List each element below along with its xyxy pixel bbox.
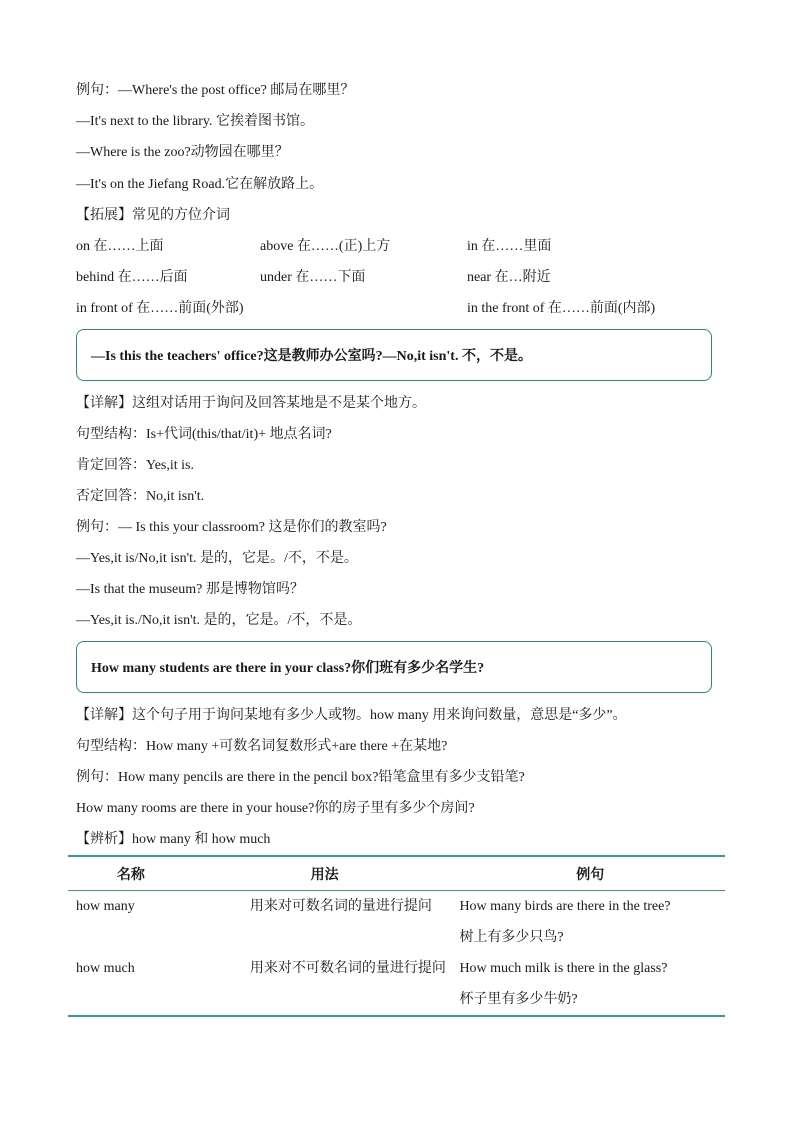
preposition-item: near 在…附近 [467,270,551,285]
preposition-item: in front of 在……前面(外部) [76,301,244,316]
row-example-zh: 杯子里有多少牛奶? [459,992,578,1007]
example-line: —Yes,it is./No,it isn't. 是的，它是。/不，不是。 [76,613,362,628]
key-sentence: How many students are there in your class?你们班有多少名学生? [91,661,485,676]
key-sentence: —Is this the teachers' office?这是教师办公室吗?—No,it isn't. 不，不是。 [91,349,532,364]
row-usage: 用来对不可数名词的量进行提问 [249,961,446,976]
explanation-line: 【详解】这组对话用于询问及回答某地是不是某个地方。 [76,396,426,411]
negative-line: 否定回答：No,it isn't. [76,489,205,504]
extension-heading: 【拓展】常见的方位介词 [76,208,230,223]
preposition-item: in the front of 在……前面(内部) [467,301,656,316]
header-usage: 用法 [310,867,339,883]
example-line: —It's on the Jiefang Road.它在解放路上。 [76,177,324,192]
table-header-row [68,856,725,891]
row-example-en: How much milk is there in the glass? [459,961,668,976]
affirmative-line: 肯定回答：Yes,it is. [76,458,194,473]
table-row [68,953,725,1016]
example-line: —It's next to the library. 它挨着图书馆。 [76,114,315,129]
row-example-zh: 树上有多少只鸟? [459,930,564,945]
example-line: 例句：— Is this your classroom? 这是你们的教室吗? [76,520,387,535]
example-line: —Yes,it is/No,it isn't. 是的，它是。/不，不是。 [76,551,358,566]
header-name: 名称 [116,867,145,883]
example-line: 例句：How many pencils are there in the pencil box?铅笔盒里有多少支铅笔? [76,770,525,785]
structure-line: 句型结构：How many +可数名词复数形式+are there +在某地? [76,739,448,754]
row-usage: 用来对可数名词的量进行提问 [249,899,432,914]
comparison-table [68,855,725,1017]
preposition-item: above 在……(正)上方 [260,239,391,254]
header-example: 例句 [576,867,605,883]
comparison-heading: 【辨析】how many 和 how much [76,832,271,847]
example-line: —Where is the zoo?动物园在哪里？ [76,145,289,160]
key-sentence-box [76,329,712,381]
example-line: —Is that the museum? 那是博物馆吗？ [76,582,304,597]
preposition-item: behind 在……后面 [76,270,188,285]
structure-line: 句型结构：Is+代词(this/that/it)+ 地点名词? [76,427,332,442]
row-name: how many [76,899,135,914]
example-line: 例句：—Where's the post office? 邮局在哪里？ [76,83,355,98]
preposition-item: on 在……上面 [76,239,164,254]
table-row [68,891,725,954]
example-line: How many rooms are there in your house?你的房子里有多少个房间? [76,801,475,816]
preposition-item: under 在……下面 [260,270,366,285]
row-name: how much [76,961,135,976]
key-sentence-box [76,641,712,693]
row-example-en: How many birds are there in the tree? [459,899,671,914]
preposition-item: in 在……里面 [467,239,552,254]
explanation-line: 【详解】这个句子用于询问某地有多少人或物。how many 用来询问数量，意思是“多少”。 [76,708,627,723]
